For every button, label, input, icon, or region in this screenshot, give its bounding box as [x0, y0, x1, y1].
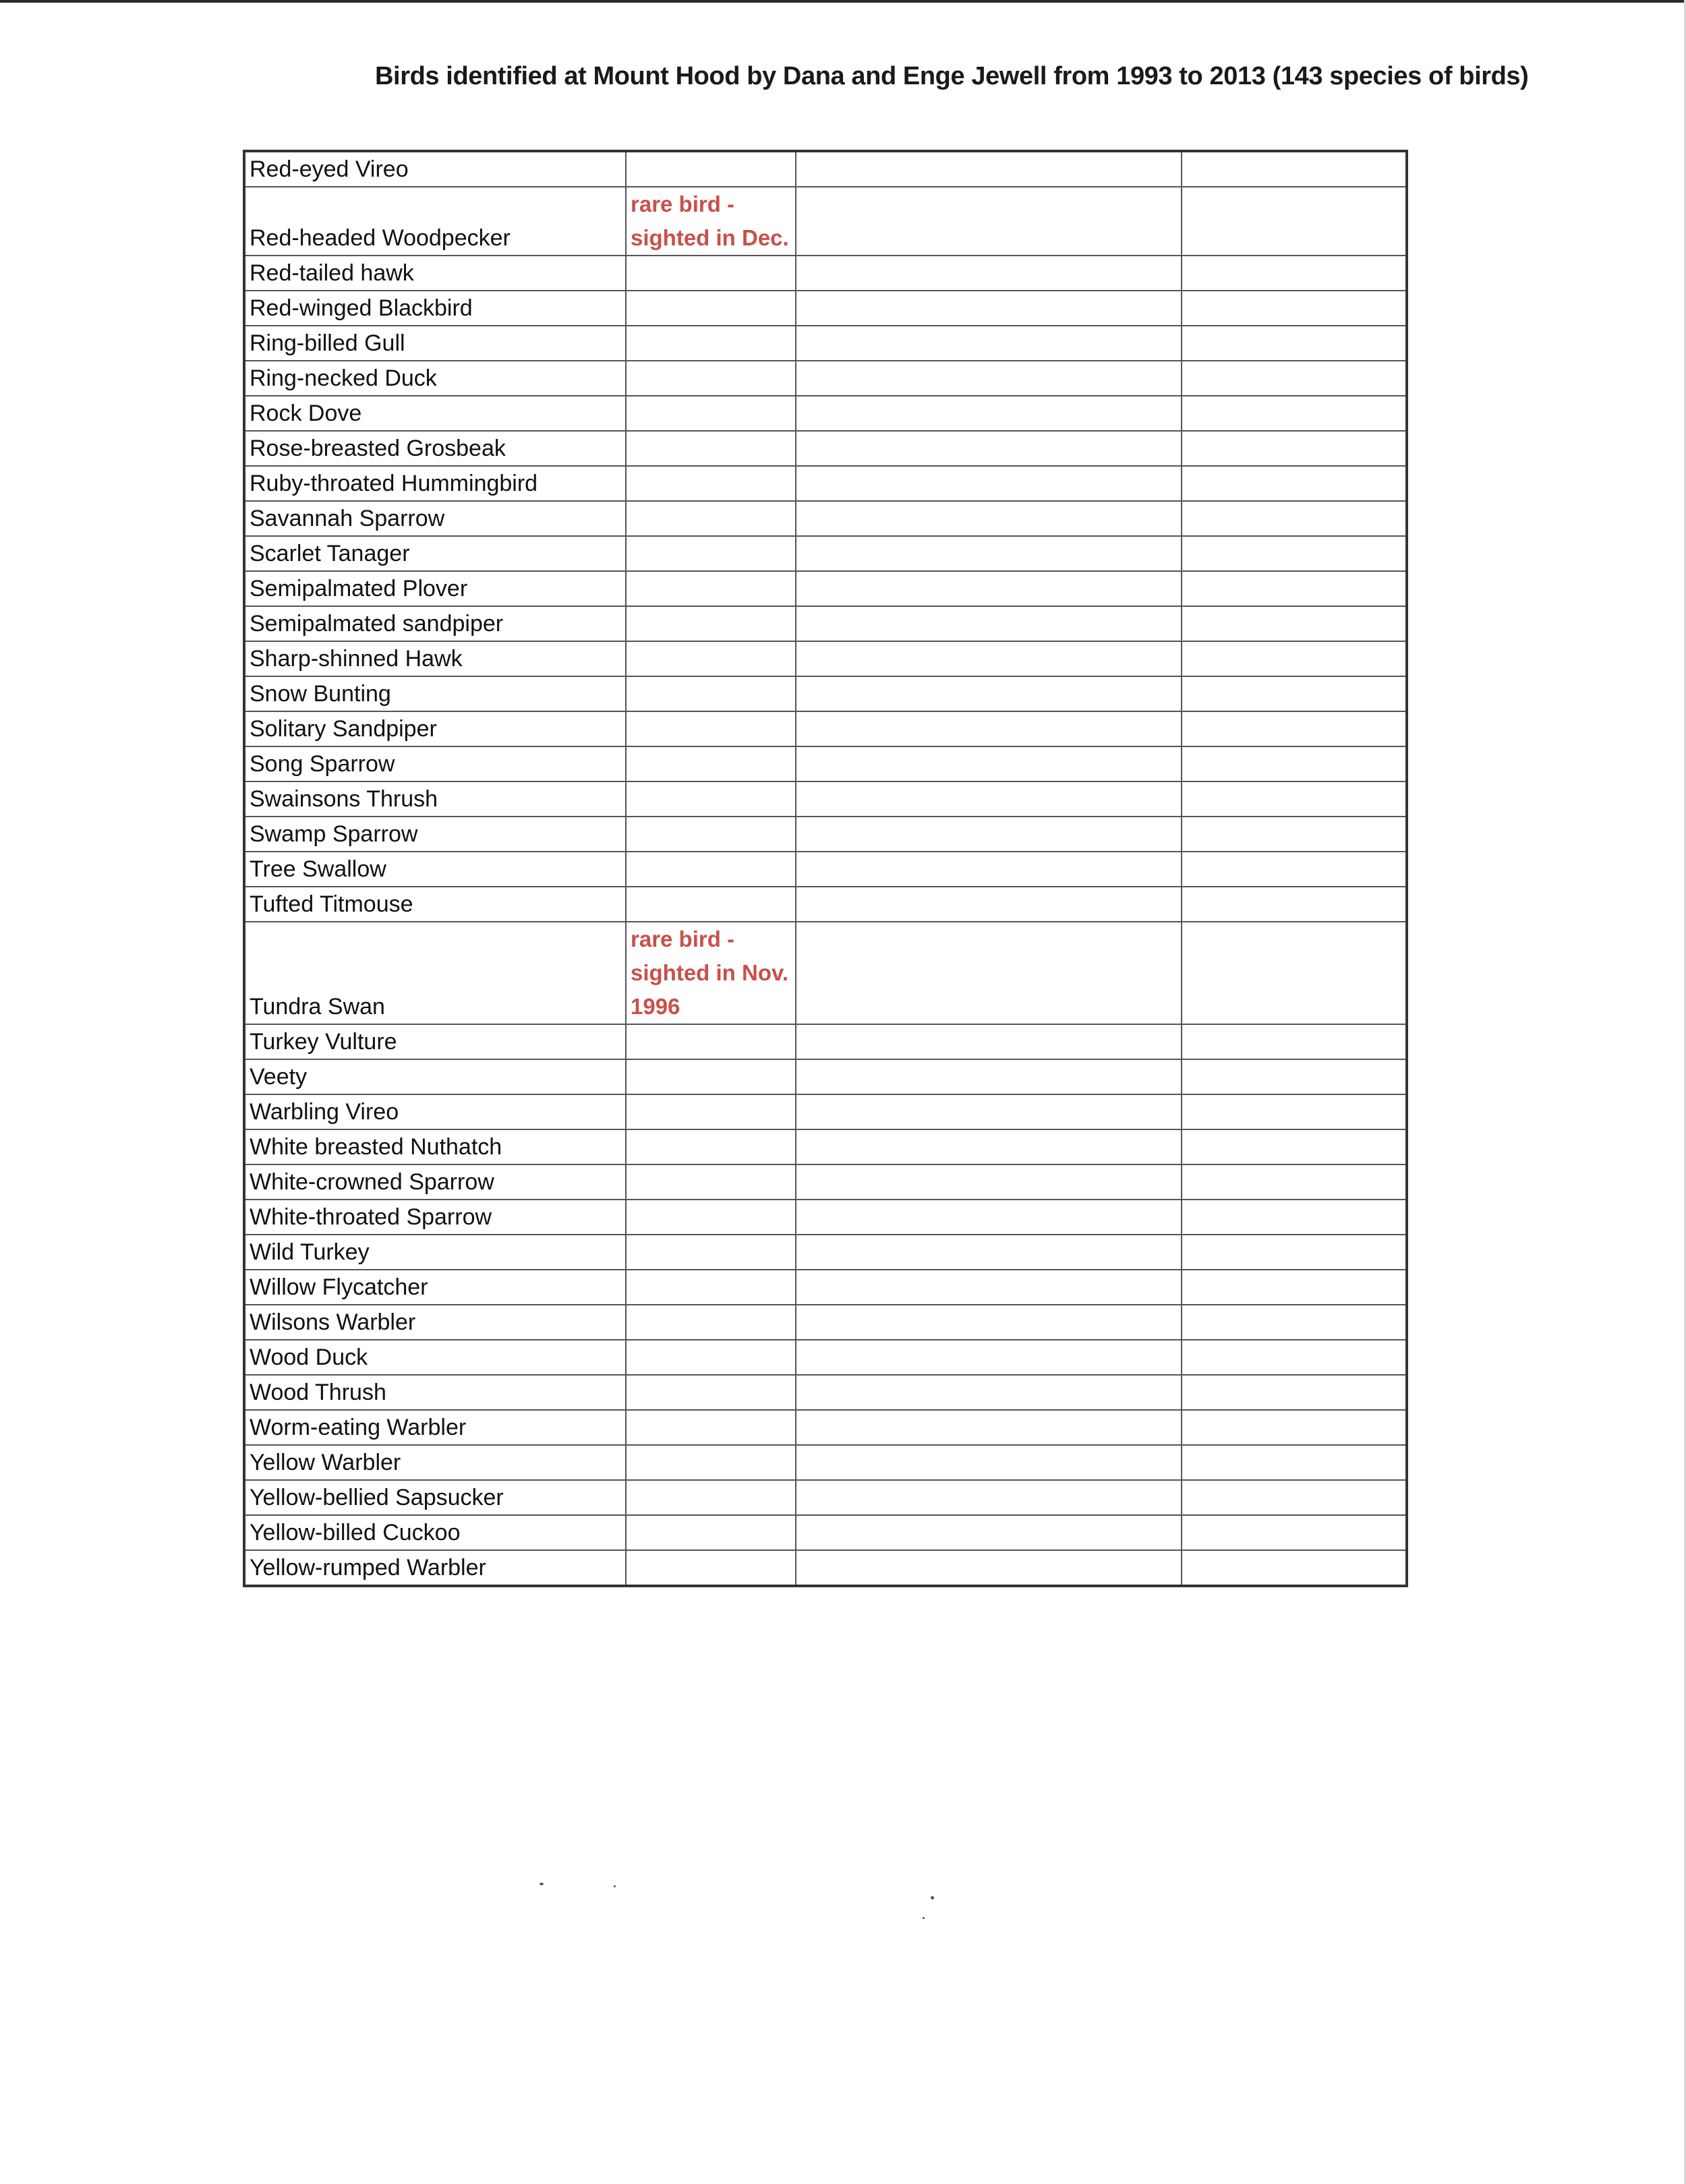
- table-row: [244, 501, 1407, 536]
- sighting-note-cell: [626, 887, 796, 922]
- table-row: [244, 676, 1407, 711]
- empty-cell: [1182, 1270, 1407, 1305]
- sighting-note-cell: [626, 1024, 796, 1059]
- empty-cell: [1182, 291, 1407, 326]
- sighting-note-cell: [626, 641, 796, 676]
- empty-cell: [796, 1445, 1182, 1480]
- table-row: [244, 1235, 1407, 1270]
- table-row: [244, 1515, 1407, 1550]
- sighting-note-cell: [626, 501, 796, 536]
- bird-name-cell: Yellow-rumped Warbler: [244, 1550, 626, 1586]
- sighting-note-cell: [626, 1445, 796, 1480]
- empty-cell: [1182, 1445, 1407, 1480]
- bird-name-cell: White breasted Nuthatch: [244, 1129, 626, 1164]
- table-row: [244, 1305, 1407, 1340]
- bird-name-cell: Red-eyed Vireo: [244, 151, 626, 187]
- table-row: [244, 781, 1407, 817]
- sighting-note-cell: [626, 852, 796, 887]
- sighting-note-cell: rare bird - sighted in Dec.: [626, 187, 796, 256]
- table-row: [244, 641, 1407, 676]
- empty-cell: [1182, 1410, 1407, 1445]
- empty-cell: [1182, 1129, 1407, 1164]
- table-row: [244, 536, 1407, 571]
- empty-cell: [796, 431, 1182, 466]
- sighting-note-cell: [626, 1340, 796, 1375]
- empty-cell: [1182, 711, 1407, 746]
- scan-edge-top: [0, 0, 1686, 3]
- empty-cell: [1182, 151, 1407, 187]
- empty-cell: [796, 852, 1182, 887]
- empty-cell: [796, 1515, 1182, 1550]
- table-row: [244, 1200, 1407, 1235]
- sighting-note-cell: [626, 536, 796, 571]
- sighting-note-cell: [626, 291, 796, 326]
- bird-name-cell: Song Sparrow: [244, 746, 626, 781]
- sighting-note-cell: [626, 1164, 796, 1200]
- empty-cell: [796, 606, 1182, 641]
- bird-name-cell: White-crowned Sparrow: [244, 1164, 626, 1200]
- table-row: [244, 711, 1407, 746]
- empty-cell: [1182, 187, 1407, 256]
- empty-cell: [796, 887, 1182, 922]
- bird-name-cell: Willow Flycatcher: [244, 1270, 626, 1305]
- sighting-note-cell: [626, 1515, 796, 1550]
- empty-cell: [796, 501, 1182, 536]
- table-row: [244, 1059, 1407, 1094]
- empty-cell: [1182, 817, 1407, 852]
- table-row: [244, 396, 1407, 431]
- empty-cell: [796, 1024, 1182, 1059]
- bird-name-cell: Scarlet Tanager: [244, 536, 626, 571]
- empty-cell: [796, 396, 1182, 431]
- bird-name-cell: Red-headed Woodpecker: [244, 187, 626, 256]
- bird-name-cell: Solitary Sandpiper: [244, 711, 626, 746]
- sighting-note-cell: rare bird - sighted in Nov. 1996: [626, 922, 796, 1024]
- empty-cell: [796, 1340, 1182, 1375]
- table-row: [244, 431, 1407, 466]
- table-row: [244, 606, 1407, 641]
- empty-cell: [1182, 1375, 1407, 1410]
- empty-cell: [1182, 571, 1407, 606]
- sighting-note-cell: [626, 817, 796, 852]
- sighting-note-cell: [626, 1270, 796, 1305]
- table-row: [244, 1445, 1407, 1480]
- bird-name-cell: Tundra Swan: [244, 922, 626, 1024]
- table-row: [244, 1129, 1407, 1164]
- empty-cell: [1182, 501, 1407, 536]
- table-row: [244, 187, 1407, 256]
- sighting-note-cell: [626, 466, 796, 501]
- empty-cell: [1182, 606, 1407, 641]
- bird-name-cell: Yellow-billed Cuckoo: [244, 1515, 626, 1550]
- empty-cell: [1182, 1024, 1407, 1059]
- empty-cell: [1182, 781, 1407, 817]
- empty-cell: [1182, 1200, 1407, 1235]
- bird-name-cell: Semipalmated sandpiper: [244, 606, 626, 641]
- scan-speck: [931, 1896, 934, 1899]
- empty-cell: [796, 1059, 1182, 1094]
- empty-cell: [796, 1480, 1182, 1515]
- bird-name-cell: Ring-necked Duck: [244, 361, 626, 396]
- sighting-note-cell: [626, 606, 796, 641]
- table-row: [244, 1024, 1407, 1059]
- bird-name-cell: Swamp Sparrow: [244, 817, 626, 852]
- table-row: [244, 1375, 1407, 1410]
- bird-name-cell: Warbling Vireo: [244, 1094, 626, 1129]
- bird-name-cell: Wild Turkey: [244, 1235, 626, 1270]
- empty-cell: [796, 361, 1182, 396]
- empty-cell: [1182, 536, 1407, 571]
- table-row: [244, 571, 1407, 606]
- empty-cell: [796, 781, 1182, 817]
- empty-cell: [796, 641, 1182, 676]
- empty-cell: [1182, 1515, 1407, 1550]
- sighting-note-cell: [626, 1550, 796, 1586]
- sighting-note-cell: [626, 1480, 796, 1515]
- sighting-note-cell: [626, 781, 796, 817]
- sighting-note-cell: [626, 1235, 796, 1270]
- page-title: Birds identified at Mount Hood by Dana and Enge Jewell from 1993 to 2013 (143 species of birds): [375, 62, 1529, 90]
- empty-cell: [1182, 1164, 1407, 1200]
- sighting-note-cell: [626, 361, 796, 396]
- sighting-note-cell: [626, 256, 796, 291]
- sighting-note-cell: [626, 711, 796, 746]
- empty-cell: [1182, 396, 1407, 431]
- table-row: [244, 326, 1407, 361]
- empty-cell: [796, 1550, 1182, 1586]
- table-row: [244, 256, 1407, 291]
- scan-speck: [540, 1883, 544, 1885]
- table-row: [244, 1164, 1407, 1200]
- empty-cell: [796, 1235, 1182, 1270]
- bird-name-cell: Snow Bunting: [244, 676, 626, 711]
- empty-cell: [1182, 326, 1407, 361]
- scan-speck: [614, 1885, 616, 1887]
- sighting-note-cell: [626, 571, 796, 606]
- sighting-note-cell: [626, 396, 796, 431]
- empty-cell: [796, 1305, 1182, 1340]
- sighting-note-cell: [626, 151, 796, 187]
- table-row: [244, 1340, 1407, 1375]
- empty-cell: [1182, 1340, 1407, 1375]
- empty-cell: [796, 466, 1182, 501]
- empty-cell: [796, 1375, 1182, 1410]
- bird-name-cell: Red-winged Blackbird: [244, 291, 626, 326]
- table-row: [244, 922, 1407, 1024]
- bird-name-cell: Ring-billed Gull: [244, 326, 626, 361]
- bird-name-cell: Wood Duck: [244, 1340, 626, 1375]
- table-row: [244, 817, 1407, 852]
- sighting-note-cell: [626, 1094, 796, 1129]
- sighting-note-cell: [626, 1305, 796, 1340]
- empty-cell: [1182, 1480, 1407, 1515]
- bird-species-table: [243, 150, 1408, 1587]
- empty-cell: [796, 1200, 1182, 1235]
- bird-name-cell: Wilsons Warbler: [244, 1305, 626, 1340]
- table-row: [244, 361, 1407, 396]
- bird-name-cell: Worm-eating Warbler: [244, 1410, 626, 1445]
- empty-cell: [1182, 1550, 1407, 1586]
- empty-cell: [796, 291, 1182, 326]
- sighting-note-cell: [626, 1059, 796, 1094]
- sighting-note-cell: [626, 1410, 796, 1445]
- bird-name-cell: Rock Dove: [244, 396, 626, 431]
- bird-name-cell: Ruby-throated Hummingbird: [244, 466, 626, 501]
- sighting-note-cell: [626, 431, 796, 466]
- empty-cell: [1182, 852, 1407, 887]
- empty-cell: [796, 711, 1182, 746]
- bird-name-cell: Sharp-shinned Hawk: [244, 641, 626, 676]
- empty-cell: [1182, 641, 1407, 676]
- sighting-note-cell: [626, 1129, 796, 1164]
- empty-cell: [796, 1270, 1182, 1305]
- table-row: [244, 887, 1407, 922]
- empty-cell: [1182, 1059, 1407, 1094]
- table-row: [244, 1094, 1407, 1129]
- table-row: [244, 151, 1407, 187]
- bird-name-cell: Tree Swallow: [244, 852, 626, 887]
- empty-cell: [796, 326, 1182, 361]
- empty-cell: [1182, 361, 1407, 396]
- table-row: [244, 1550, 1407, 1586]
- table-row: [244, 291, 1407, 326]
- bird-name-cell: Yellow Warbler: [244, 1445, 626, 1480]
- bird-name-cell: Swainsons Thrush: [244, 781, 626, 817]
- empty-cell: [796, 187, 1182, 256]
- sighting-note-cell: [626, 676, 796, 711]
- empty-cell: [796, 1094, 1182, 1129]
- bird-name-cell: Rose-breasted Grosbeak: [244, 431, 626, 466]
- empty-cell: [1182, 466, 1407, 501]
- sighting-note-cell: [626, 746, 796, 781]
- empty-cell: [1182, 1235, 1407, 1270]
- sighting-note-cell: [626, 1200, 796, 1235]
- empty-cell: [1182, 676, 1407, 711]
- empty-cell: [796, 922, 1182, 1024]
- bird-table-body: [244, 151, 1407, 1586]
- table-row: [244, 1270, 1407, 1305]
- bird-name-cell: Veety: [244, 1059, 626, 1094]
- table-row: [244, 1410, 1407, 1445]
- empty-cell: [796, 1410, 1182, 1445]
- empty-cell: [1182, 887, 1407, 922]
- sighting-note-cell: [626, 1375, 796, 1410]
- bird-name-cell: Wood Thrush: [244, 1375, 626, 1410]
- empty-cell: [796, 1129, 1182, 1164]
- bird-name-cell: Savannah Sparrow: [244, 501, 626, 536]
- empty-cell: [1182, 1305, 1407, 1340]
- empty-cell: [1182, 256, 1407, 291]
- empty-cell: [1182, 1094, 1407, 1129]
- sighting-note-cell: [626, 326, 796, 361]
- bird-name-cell: Red-tailed hawk: [244, 256, 626, 291]
- scan-speck: [923, 1917, 925, 1919]
- bird-name-cell: Yellow-bellied Sapsucker: [244, 1480, 626, 1515]
- table-row: [244, 746, 1407, 781]
- empty-cell: [796, 1164, 1182, 1200]
- table-row: [244, 1480, 1407, 1515]
- empty-cell: [1182, 746, 1407, 781]
- empty-cell: [796, 676, 1182, 711]
- empty-cell: [796, 536, 1182, 571]
- bird-name-cell: Tufted Titmouse: [244, 887, 626, 922]
- empty-cell: [796, 571, 1182, 606]
- empty-cell: [1182, 431, 1407, 466]
- bird-name-cell: Turkey Vulture: [244, 1024, 626, 1059]
- empty-cell: [796, 256, 1182, 291]
- bird-name-cell: White-throated Sparrow: [244, 1200, 626, 1235]
- bird-name-cell: Semipalmated Plover: [244, 571, 626, 606]
- empty-cell: [796, 746, 1182, 781]
- empty-cell: [796, 151, 1182, 187]
- table-row: [244, 466, 1407, 501]
- table-row: [244, 852, 1407, 887]
- empty-cell: [1182, 922, 1407, 1024]
- empty-cell: [796, 817, 1182, 852]
